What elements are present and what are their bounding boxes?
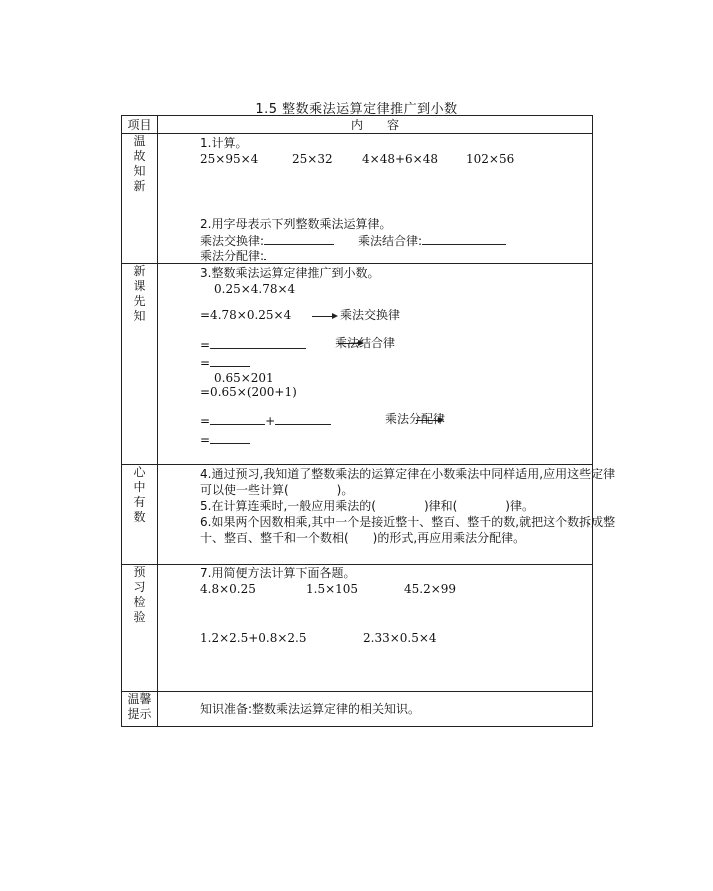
q3-title: 3.整数乘法运算定律推广到小数。 <box>200 266 380 280</box>
example1-step2-blank[interactable] <box>210 337 306 349</box>
q6-text: 6.如果两个因数相乘,其中一个是接近整十、整百、整千的数,就把这个数拆成整十、整百、整千和一个数相( )的形式,再应用乘法分配律。 <box>200 515 616 545</box>
example1-expr: 0.25×4.78×4 <box>214 282 296 296</box>
section-content-check <box>158 565 593 692</box>
example2-step3: = <box>200 432 250 447</box>
example2-step1: =0.65×(200+1) <box>200 385 297 399</box>
law-distributive-label: 乘法分配律: <box>200 249 265 263</box>
section-content-tip <box>158 692 593 727</box>
tag-commutative: 乘法交换律 <box>340 308 401 322</box>
q7-expr-3: 45.2×99 <box>404 582 457 596</box>
q5-text: 5.在计算连乘时,一般应用乘法的( )律和( )律。 <box>200 499 534 513</box>
section-label-tip: 温馨提示 <box>122 692 158 727</box>
law-distributive-blank[interactable] <box>264 248 266 260</box>
q2-title: 2.用字母表示下列整数乘法运算律。 <box>200 217 392 231</box>
q7-expr-1: 4.8×0.25 <box>200 582 256 596</box>
law-commutative-blank[interactable] <box>264 233 334 245</box>
section-preview <box>122 264 593 465</box>
q1-expr-3: 4×48+6×48 <box>362 152 438 166</box>
section-label-preview: 新课先知 <box>122 264 158 465</box>
arrow-icon <box>312 312 338 322</box>
section-mind <box>122 465 593 565</box>
section-review <box>122 134 593 264</box>
column-header-content: 内 容 <box>158 116 593 134</box>
q7-title: 7.用简便方法计算下面各题。 <box>200 566 356 580</box>
law-associative-row <box>358 233 506 248</box>
tip-text: 知识准备:整数乘法运算定律的相关知识。 <box>200 702 421 716</box>
law-associative-label: 乘法结合律: <box>358 234 423 248</box>
q4-text: 4.通过预习,我知道了整数乘法的运算定律在小数乘法中同样适用,应用这些定律可以使一些计算( )。 <box>200 467 616 497</box>
worksheet-table <box>121 115 616 727</box>
section-label-mind: 心中有数 <box>122 465 158 565</box>
law-commutative-label: 乘法交换律: <box>200 234 265 248</box>
example1-step1: =4.78×0.25×4 <box>200 308 292 322</box>
example1-step3-blank[interactable] <box>210 355 250 367</box>
q7-expr-5: 2.33×0.5×4 <box>363 631 437 645</box>
example2-step2-blank-a[interactable] <box>210 413 265 425</box>
example2-step2-blank-b[interactable] <box>275 413 331 425</box>
page-title: 1.5 整数乘法运算定律推广到小数 <box>255 102 458 117</box>
q1-expr-4: 102×56 <box>466 152 515 166</box>
q7-expr-4: 1.2×2.5+0.8×2.5 <box>200 631 307 645</box>
q1-expr-1: 25×95×4 <box>200 152 259 166</box>
tag-distributive: 乘法分配律 <box>385 412 446 426</box>
section-label-check: 预习检验 <box>122 565 158 692</box>
example2-step2: = + <box>200 413 331 428</box>
section-content-preview <box>158 264 593 465</box>
law-commutative-row <box>200 233 334 248</box>
law-distributive-row <box>200 248 266 263</box>
example2-expr: 0.65×201 <box>214 371 274 385</box>
q7-expr-2: 1.5×105 <box>306 582 359 596</box>
section-label-review: 温故知新 <box>122 134 158 264</box>
section-content-mind <box>158 465 616 565</box>
section-tip <box>122 692 593 727</box>
q1-title: 1.计算。 <box>200 136 248 150</box>
section-check <box>122 565 593 692</box>
section-content-review <box>158 134 593 264</box>
q1-expr-2: 25×32 <box>292 152 333 166</box>
example1-step2: = <box>200 337 306 352</box>
law-associative-blank[interactable] <box>422 233 506 245</box>
column-header-item: 项目 <box>122 116 158 134</box>
example2-step3-blank[interactable] <box>210 432 250 444</box>
example1-step3: = <box>200 355 250 370</box>
tag-associative: 乘法结合律 <box>335 336 396 350</box>
table-header-row <box>122 116 593 134</box>
